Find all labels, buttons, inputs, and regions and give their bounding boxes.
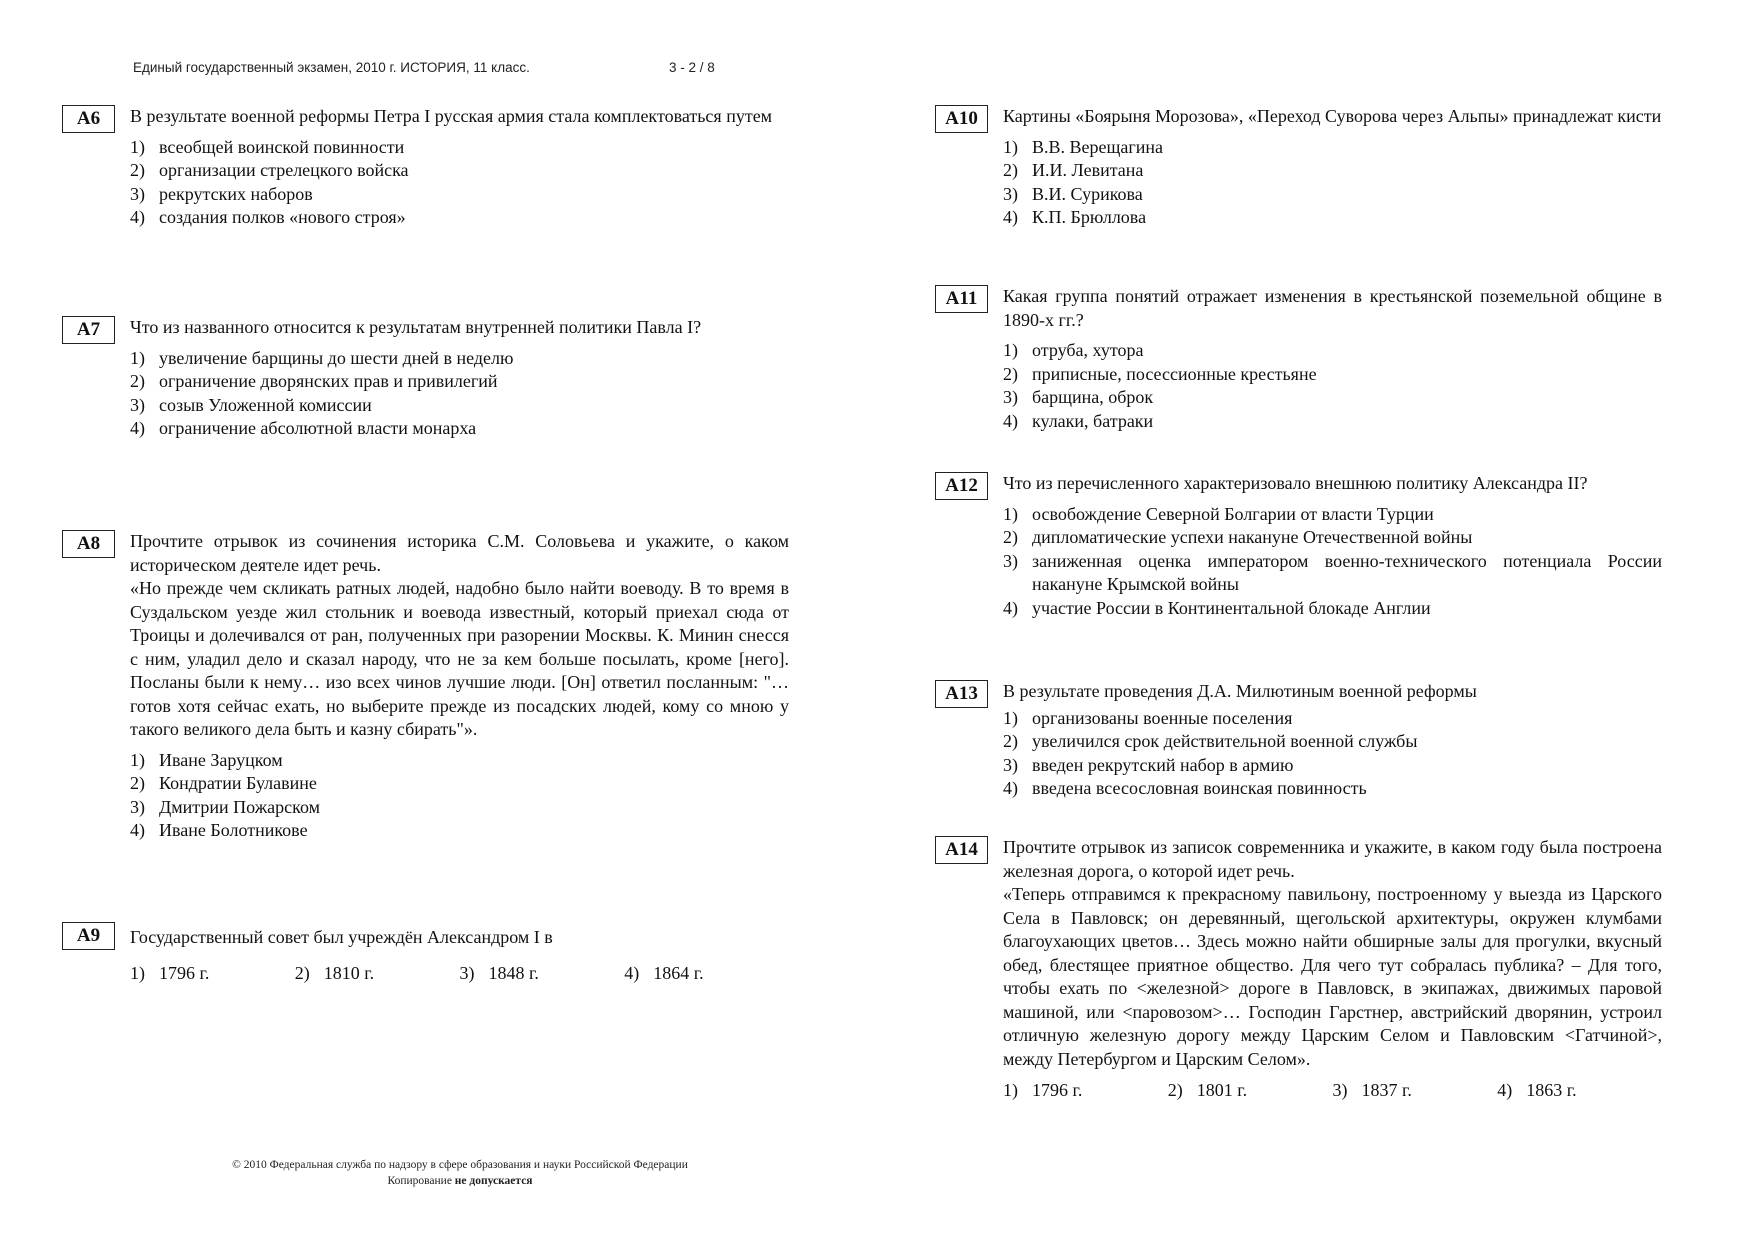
task-label: А8 xyxy=(62,530,115,558)
answer-options xyxy=(1003,339,1662,433)
task-label: А7 xyxy=(62,316,115,344)
copyright-text: © 2010 Федеральная служба по надзору в сфере образования и науки Российской Федерации xyxy=(232,1159,688,1171)
answer-option: 1) 1796 г. xyxy=(130,962,210,983)
question-block xyxy=(1003,836,1662,1071)
answer-option: 2) увеличился срок действительной военной службы xyxy=(1003,731,1418,751)
page-header xyxy=(133,60,715,75)
answer-options xyxy=(1003,707,1662,801)
answer-option: 1) отруба, хутора xyxy=(1003,340,1144,360)
answer-option: 2) дипломатические успехи накануне Отечественной войны xyxy=(1003,527,1473,547)
answer-options xyxy=(1003,1079,1662,1103)
question-text: Что из перечисленного характеризовало внешнюю политику Александра II? xyxy=(1003,473,1588,493)
task-label: А10 xyxy=(935,105,988,133)
answer-option: 3) созыв Уложенной комиссии xyxy=(130,394,372,415)
question-text: Картины «Боярыня Морозова», «Переход Суворова через Альпы» принадлежат кисти xyxy=(1003,106,1662,126)
answer-option: 4) кулаки, батраки xyxy=(1003,410,1154,431)
question-text: Что из названного относится к результатам внутренней политики Павла I? xyxy=(130,317,702,337)
copy-notice: Копирование не допускается xyxy=(387,1175,533,1187)
answer-option: 1) В.В. Верещагина xyxy=(1003,136,1163,157)
answer-options xyxy=(130,347,789,441)
answer-option: 4) создания полков «нового строя» xyxy=(130,207,406,227)
exam-title: Единый государственный экзамен, 2010 г. ИСТОРИЯ, 11 класс. xyxy=(133,60,530,75)
answer-options xyxy=(130,962,789,986)
answer-option: 3) заниженная оценка императором военно-технического потенциала России накануне Крымской войны xyxy=(1003,550,1662,594)
answer-option: 3) В.И. Сурикова xyxy=(1003,183,1143,204)
answer-option: 4) ограничение абсолютной власти монарха xyxy=(130,418,477,438)
answer-option: 3) барщина, оброк xyxy=(1003,387,1154,407)
page-footer xyxy=(195,1157,725,1189)
question-text: Какая группа понятий отражает изменения в крестьянской поземельной общине в 1890-х гг.? xyxy=(1003,286,1662,330)
question-text: В результате военной реформы Петра I русская армия стала комплектоваться путем xyxy=(130,106,773,126)
answer-option: 3) введен рекрутский набор в армию xyxy=(1003,754,1294,775)
task-label: А12 xyxy=(935,472,988,500)
task-label: А14 xyxy=(935,836,988,864)
answer-option: 2) И.И. Левитана xyxy=(1003,160,1144,180)
answer-option: 2) 1810 г. xyxy=(294,962,375,983)
task-label: А11 xyxy=(935,285,988,313)
answer-options xyxy=(130,136,789,230)
question-text: Прочтите отрывок из записок современника и укажите, в каком году была построена железная дорога, о которой идет речь. xyxy=(1003,837,1662,881)
answer-option: 1) освобождение Северной Болгарии от власти Турции xyxy=(1003,503,1434,524)
question-block xyxy=(130,530,789,742)
question-text: Государственный совет был учреждён Александром I в xyxy=(130,927,553,947)
answer-option: 2) Кондратии Булавине xyxy=(130,773,317,793)
answer-option: 1) организованы военные поселения xyxy=(1003,707,1293,728)
answer-option: 3) Дмитрии Пожарском xyxy=(130,796,320,817)
answer-option: 1) всеобщей воинской повинности xyxy=(130,136,405,157)
answer-option: 4) участие России в Континентальной блокаде Англии xyxy=(1003,597,1431,618)
question-text: В результате проведения Д.А. Милютиным военной реформы xyxy=(1003,681,1477,701)
quote-text: «Теперь отправимся к прекрасному павильону, построенному у выезда из Царского Села в Павловск; он деревянный, щегольской архитектуры, окружен клумбами благоухающих цветов… Здесь можно найти обширные залы для прогулки, вкусный обед, блестящее приятное общество. Для чего тут собралась публика? – Для того, чтобы ехать по <железной> дороге в Павловск, в экипажах, движимых паровой машиной, или <паровозом>… Господин Гарстнер, австрийский дворянин, устроил отличную железную дорогу между Царским Селом и Павловским <Гатчиной>, между Петербургом и Царским Селом». xyxy=(1003,884,1662,1069)
answer-option: 4) введена всесословная воинская повинность xyxy=(1003,778,1367,798)
task-label: А9 xyxy=(62,922,115,950)
answer-option: 3) 1837 г. xyxy=(1332,1080,1412,1100)
answer-options xyxy=(1003,503,1662,621)
answer-option: 4) Иване Болотникове xyxy=(130,820,308,840)
task-label: А13 xyxy=(935,680,988,708)
quote-text: «Но прежде чем скликать ратных людей, надобно было найти воеводу. В то время в Суздальском уезде жил стольник и воевода известный, который приехал сюда от Троицы и долечивался от ран, полученных при разорении Москвы. К. Минин снесся с ним, уладил дело и сказал народу, что не за кем больше посылать, кроме [него]. Посланы были к нему… изо всех чинов лучшие люди. [Он] ответил посланным: "…готов хотя сейчас ехать, но выберите прежде из посадских людей, кому со мною у такого великого дела быть и казну сбирать"». xyxy=(130,578,789,739)
answer-option: 2) 1801 г. xyxy=(1167,1080,1248,1100)
answer-options xyxy=(1003,136,1662,230)
answer-option: 1) 1796 г. xyxy=(1003,1080,1083,1100)
answer-option: 1) Иване Заруцком xyxy=(130,749,283,770)
task-label: А6 xyxy=(62,105,115,133)
answer-option: 2) ограничение дворянских прав и привилегий xyxy=(130,371,498,391)
question-text: Прочтите отрывок из сочинения историка С.М. Соловьева и укажите, о каком историческом деятеле идет речь. xyxy=(130,531,789,575)
answer-option: 4) К.П. Брюллова xyxy=(1003,207,1147,227)
answer-option: 3) рекрутских наборов xyxy=(130,183,313,204)
answer-option: 1) увеличение барщины до шести дней в неделю xyxy=(130,347,514,368)
answer-options xyxy=(130,749,789,843)
answer-option: 4) 1863 г. xyxy=(1497,1080,1577,1100)
answer-option: 3) 1848 г. xyxy=(459,962,539,983)
answer-option: 4) 1864 г. xyxy=(624,962,704,983)
answer-option: 2) приписные, посессионные крестьяне xyxy=(1003,363,1317,384)
answer-option: 2) организации стрелецкого войска xyxy=(130,160,409,180)
page-number: 3 - 2 / 8 xyxy=(669,60,715,75)
